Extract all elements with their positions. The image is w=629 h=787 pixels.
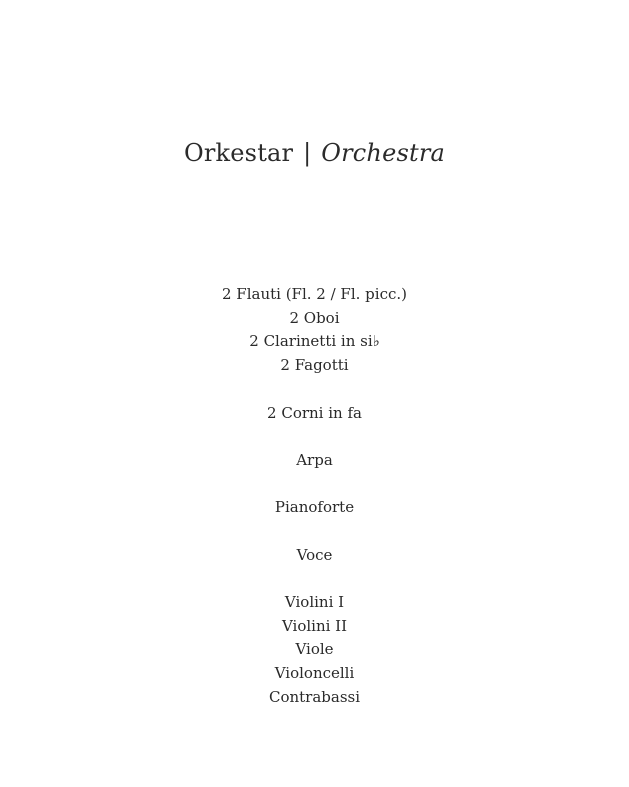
instrument-line: Arpa: [296, 450, 333, 469]
instrument-line: Violoncelli: [274, 664, 355, 683]
instrument-line: Pianoforte: [274, 498, 355, 517]
instrument-line: 2 Oboi: [289, 308, 340, 327]
instrument-line: 2 Clarinetti in si♭: [249, 332, 380, 351]
brass-group: [0, 402, 629, 426]
instrumentation-list: [0, 283, 629, 710]
instrument-line: 2 Flauti (Fl. 2 / Fl. picc.): [221, 285, 407, 303]
instrument-line: Contrabassi: [268, 687, 361, 706]
woodwinds-group: [0, 283, 629, 378]
instrument-line: Viole: [295, 640, 334, 659]
instrument-line: Violini II: [281, 616, 348, 635]
instrument-line: 2 Fagotti: [280, 356, 349, 375]
title-secondary: Orchestra: [321, 139, 446, 167]
strings-group: [0, 591, 629, 710]
instrument-line: Voce: [296, 545, 333, 564]
page-title: [0, 136, 629, 170]
title-separator: |: [303, 139, 312, 167]
piano-group: [0, 496, 629, 520]
voice-group: [0, 544, 629, 568]
instrument-line: 2 Corni in fa: [267, 403, 362, 422]
title-primary: Orkestar: [183, 139, 294, 167]
instrument-line: Violini I: [284, 593, 345, 612]
harp-group: [0, 449, 629, 473]
